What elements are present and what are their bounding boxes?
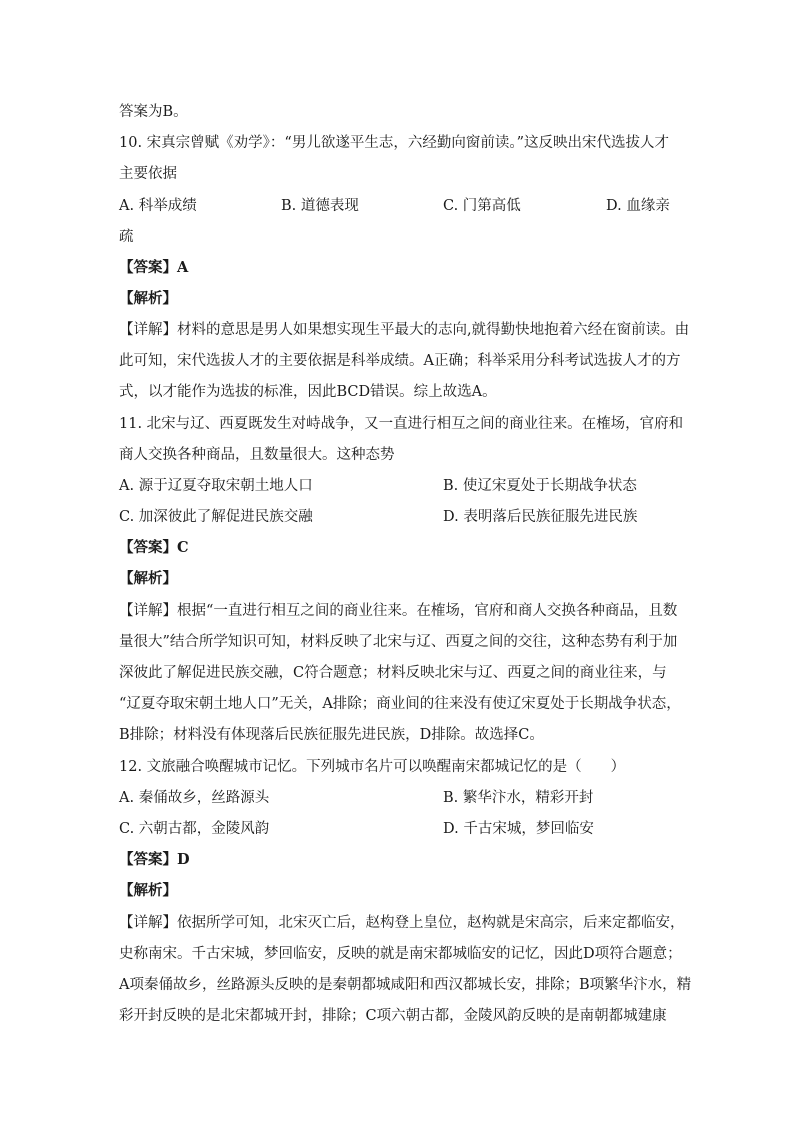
q12-option-b: B. 繁华汴水，精彩开封	[443, 790, 594, 806]
q11-detail-4: “辽夏夺取宋朝土地人口”无关，A排除；商业间的往来没有使辽宋夏处于长期战争状态，	[119, 696, 681, 712]
q10-detail-3: 式，以才能作为选拔的标准，因此BCD错误。综上故选A。	[119, 384, 497, 400]
q12-detail-3: A项秦俑故乡，丝路源头反映的是秦朝都城咸阳和西汉都城长安，排除；B项繁华汴水，精	[119, 977, 692, 993]
text-line: 答案为B。	[119, 104, 188, 120]
question-11-stem: 11. 北宋与辽、西夏既发生对峙战争，又一直进行相互之间的商业往来。在榷场，官府和	[119, 416, 684, 432]
q10-option-a: A. 科举成绩	[119, 198, 197, 214]
q11-detail-3: 深彼此了解促进民族交融，C符合题意；材料反映北宋与辽、西夏之间的商业往来，与	[119, 665, 667, 681]
question-12-stem: 12. 文旅融合唤醒城市记忆。下列城市名片可以唤醒南宋都城记忆的是（ ）	[119, 759, 626, 775]
q11-answer: 【答案】C	[119, 539, 189, 556]
q10-answer: 【答案】A	[119, 259, 189, 276]
question-10-stem-cont: 主要依据	[119, 166, 177, 182]
q12-detail-4: 彩开封反映的是北宋都城开封，排除；C项六朝古都，金陵风韵反映的是南朝都城建康	[119, 1008, 667, 1024]
q11-option-a: A. 源于辽夏夺取宋朝土地人口	[119, 478, 313, 494]
q12-option-a: A. 秦俑故乡，丝路源头	[119, 790, 270, 806]
q10-detail-2: 此可知，宋代选拔人才的主要依据是科举成绩。A正确；科举采用分科考试选拔人才的方	[119, 353, 681, 369]
q11-detail-1: 【详解】根据“一直进行相互之间的商业往来。在榷场，官府和商人交换各种商品，且数	[119, 603, 678, 619]
q12-option-c: C. 六朝古都，金陵风韵	[119, 821, 270, 837]
q11-detail-2: 量很大”结合所学知识可知，材料反映了北宋与辽、西夏之间的交往，这种态势有利于加	[119, 634, 678, 650]
q12-detail-2: 史称南宋。千古宋城，梦回临安，反映的就是南宋都城临安的记忆，因此D项符合题意；	[119, 946, 682, 962]
q11-detail-5: B排除；材料没有体现落后民族征服先进民族，D排除。故选择C。	[119, 727, 544, 743]
q11-analysis-heading: 【解析】	[119, 570, 177, 587]
q11-option-c: C. 加深彼此了解促进民族交融	[119, 509, 313, 525]
q12-option-d: D. 千古宋城，梦回临安	[443, 821, 594, 837]
q11-option-b: B. 使辽宋夏处于长期战争状态	[443, 478, 637, 494]
q12-analysis-heading: 【解析】	[119, 882, 177, 899]
q11-option-d: D. 表明落后民族征服先进民族	[443, 509, 638, 525]
q10-option-b: B. 道德表现	[281, 198, 359, 214]
q10-analysis-heading: 【解析】	[119, 290, 177, 307]
q10-detail-1: 【详解】材料的意思是男人如果想实现生平最大的志向,就得勤快地抱着六经在窗前读。由	[119, 322, 690, 338]
q12-detail-1: 【详解】依据所学可知，北宋灭亡后，赵构登上皇位，赵构就是宋高宗，后来定都临安，	[119, 915, 685, 931]
question-10-stem: 10. 宋真宗曾赋《劝学》：“男儿欲遂平生志，六经勤向窗前读。”这反映出宋代选拔人才	[119, 135, 669, 151]
q10-option-c: C. 门第高低	[443, 198, 521, 214]
q12-answer: 【答案】D	[119, 851, 190, 868]
q10-option-d-cont: 疏	[119, 229, 134, 245]
question-11-stem-cont: 商人交换各种商品，且数量很大。这种态势	[119, 447, 395, 463]
q10-option-d: D. 血缘亲	[606, 198, 670, 214]
